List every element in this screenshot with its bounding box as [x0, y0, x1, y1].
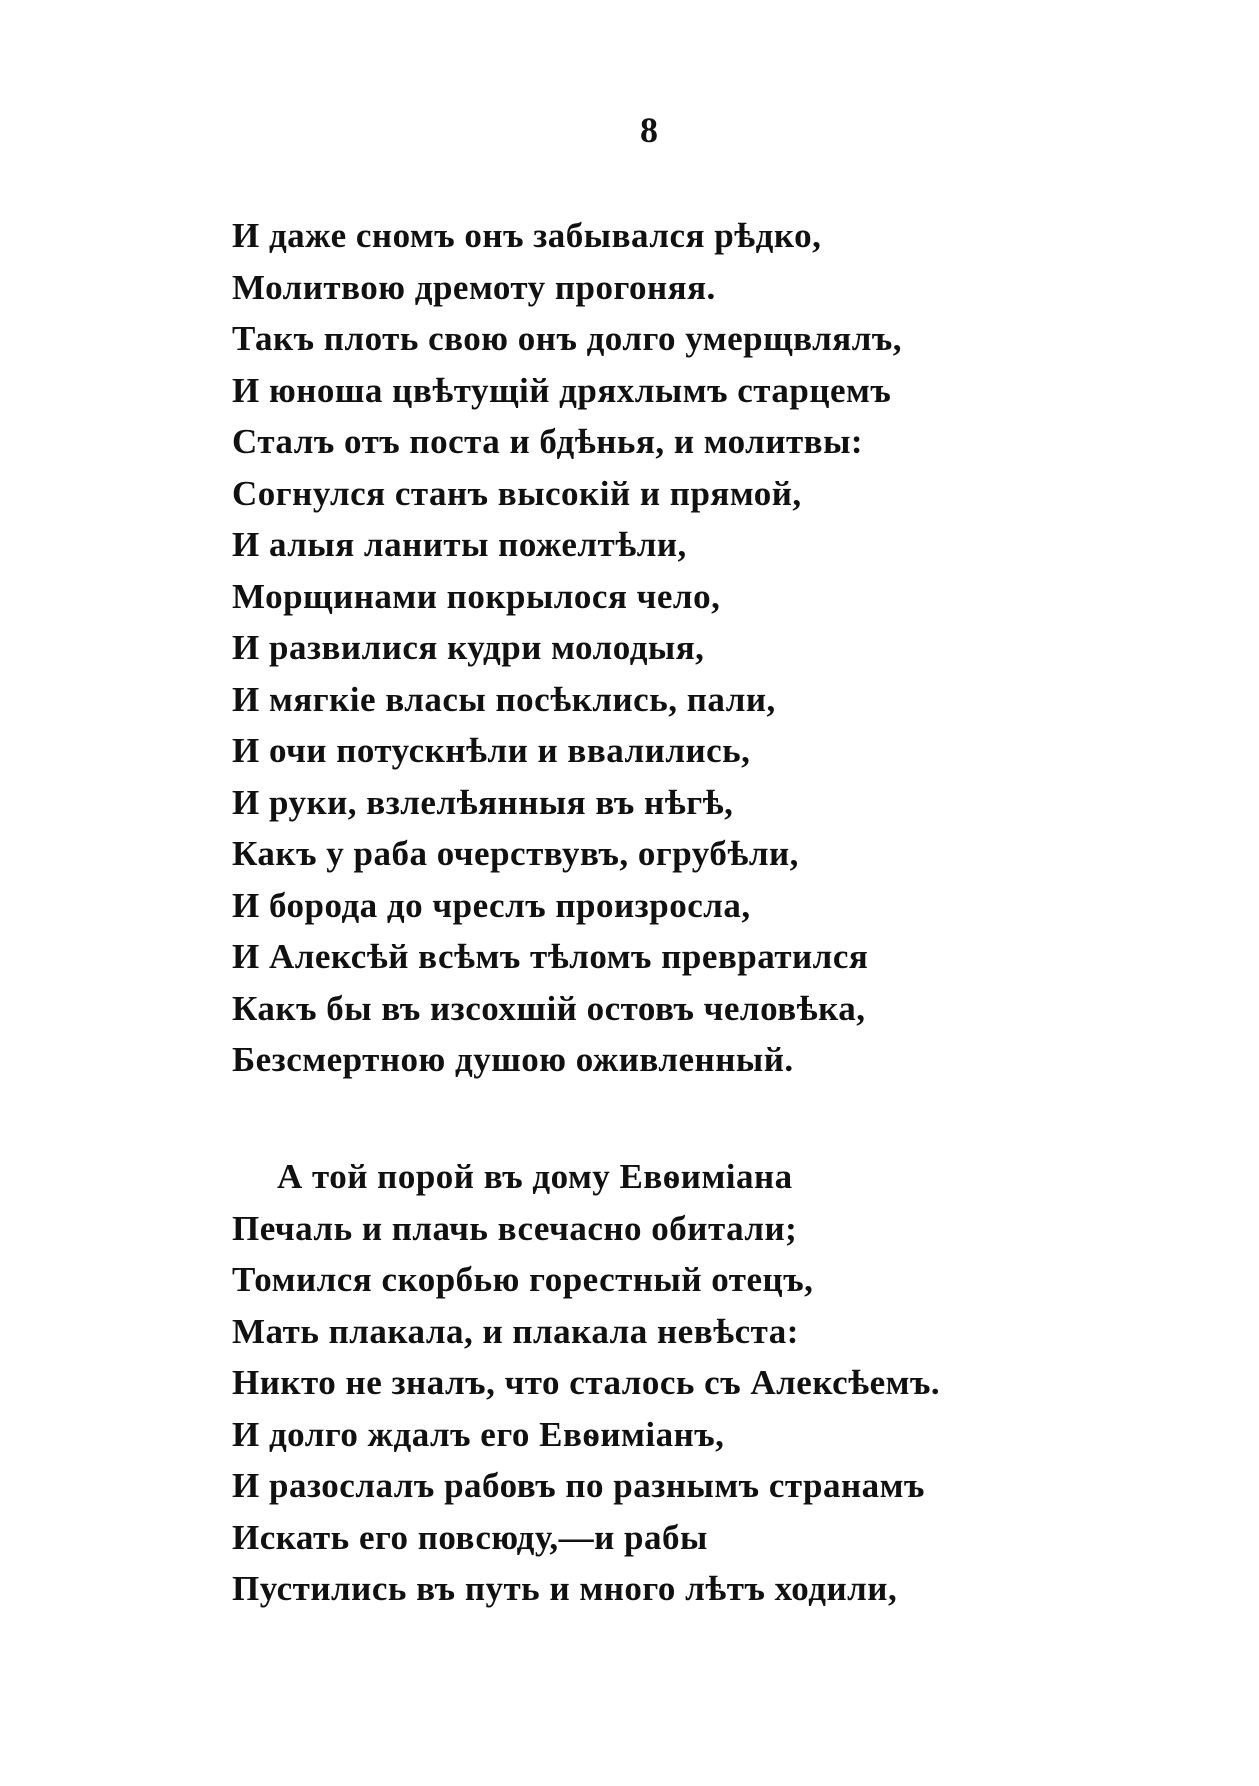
verse-line: И разослалъ рабовъ по разнымъ странамъ: [232, 1466, 925, 1505]
verse-line: Какъ у раба очерствувъ, огрубѣли,: [232, 834, 799, 873]
verse-line: Пустились въ путь и много лѣтъ ходили,: [232, 1569, 898, 1608]
verse-line: Согнулся станъ высокій и прямой,: [232, 473, 802, 513]
verse-line: Молитвою дремоту прогоняя.: [232, 267, 716, 307]
verse-line: И мягкіе власы посѣклись, пали,: [232, 679, 776, 719]
verse-line: Какъ бы въ изсохшій остовъ человѣка,: [232, 988, 866, 1028]
verse-line: И юноша цвѣтущій дряхлымъ старцемъ: [232, 370, 892, 410]
stanza-2: [232, 1151, 940, 1615]
verse-line: И развилися кудри молодыя,: [232, 628, 705, 667]
verse-line: И руки, взлелѣянныя въ нѣгѣ,: [232, 782, 734, 822]
verse-line: Сталъ отъ поста и бдѣнья, и молитвы:: [232, 422, 864, 461]
verse-line: И борода до чреслъ произросла,: [232, 885, 751, 925]
verse-line: Морщинами покрылося чело,: [232, 576, 721, 616]
stanza-1: [232, 210, 902, 1086]
verse-line: И долго ждалъ его Евѳиміанъ,: [232, 1414, 725, 1454]
verse-line: И Алексѣй всѣмъ тѣломъ превратился: [232, 937, 869, 976]
verse-line: Мать плакала, и плакала невѣста:: [232, 1311, 799, 1351]
verse-line: А той порой въ дому Евѳиміана: [277, 1157, 793, 1196]
verse-line: И алыя ланиты пожелтѣли,: [232, 525, 687, 564]
verse-line: Искать его повсюду,—и рабы: [232, 1517, 708, 1557]
page-number: 8: [640, 110, 658, 150]
verse-line: Безсмертною душою оживленный.: [232, 1040, 794, 1079]
verse-line: И очи потускнѣли и ввалились,: [232, 731, 751, 770]
verse-line: Никто не зналъ, что сталось съ Алексѣемъ.: [232, 1363, 941, 1402]
verse-line: И даже сномъ онъ забывался рѣдко,: [232, 216, 822, 255]
verse-line: Томился скорбью горестный отецъ,: [232, 1260, 814, 1299]
verse-line: Печаль и плачь всечасно обитали;: [232, 1208, 798, 1248]
verse-line: Такъ плоть свою онъ долго умерщвлялъ,: [232, 319, 902, 358]
